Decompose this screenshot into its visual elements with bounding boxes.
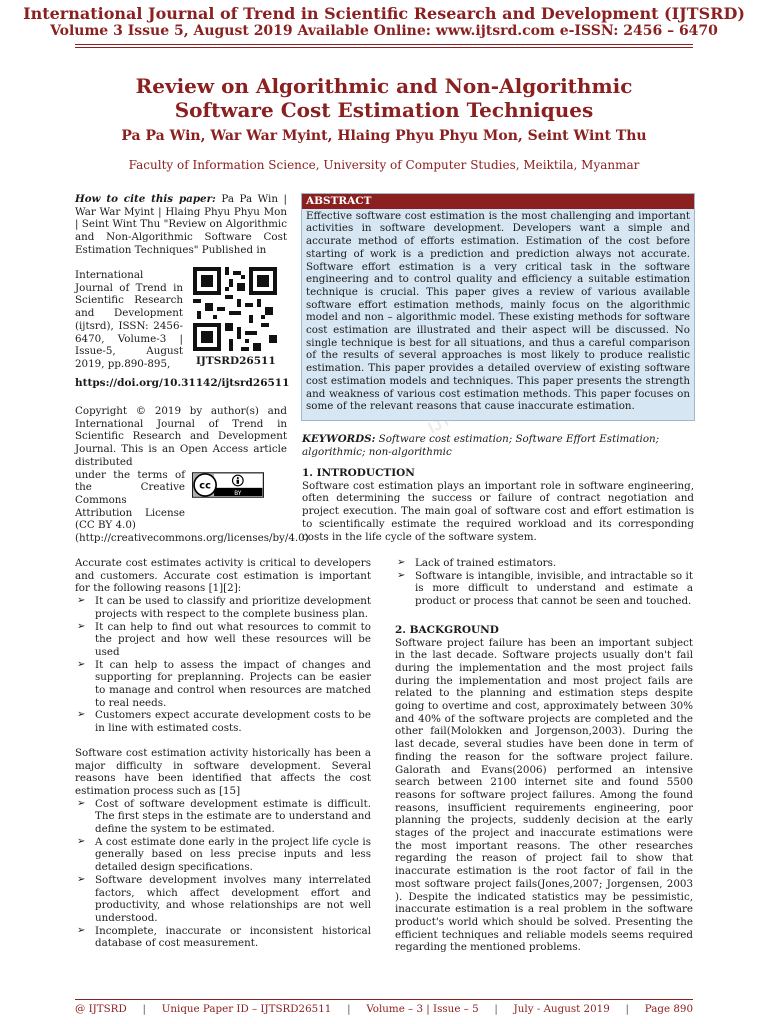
paper-id-label: IJTSRD26511 (196, 355, 276, 367)
header-rule-top (75, 44, 693, 45)
list-item: ➢ It can be used to classify and prioritize development projects with respect to the complete business plan. (75, 595, 371, 620)
keywords (302, 433, 694, 458)
reasons-list (75, 595, 371, 735)
list-item: ➢ Cost of software development estimate is difficult. The first steps in the estimate are to understand and define the system to be estimated. (75, 798, 371, 836)
paper-title (0, 74, 768, 122)
affiliation: Faculty of Information Science, University of Computer Studies, Meiktila, Myanmar (128, 158, 640, 172)
copyright-text-1: Copyright © 2019 by author(s) and International Journal of Trend in Scientific Research and Development Journal. This is an Open Access article distributed (75, 405, 287, 468)
introduction-section (302, 467, 694, 543)
abstract-box (301, 193, 695, 421)
list-item: ➢ It can help to find out what resources to commit to the project and how well these resources will be used (75, 621, 371, 659)
cite-block (75, 193, 290, 389)
keywords-label: KEYWORDS: (302, 433, 376, 445)
cite-details: International Journal of Trend in Scientific Research and Development (ijtsrd), ISSN: 2456-6470, Volume-3 | Issue-5, August 2019, pp.890-895, (75, 269, 183, 370)
keywords-text: Software cost estimation; Software Effort Estimation; algorithmic; non-algorithmic (302, 433, 660, 458)
list-item: ➢ Incomplete, inaccurate or inconsistent historical database of cost measurement. (75, 925, 371, 950)
footer-paper-id: Unique Paper ID – IJTSRD26511 (161, 1003, 332, 1015)
copyright-text-2: under the terms of the Creative Commons Attribution License (CC BY 4.0) (75, 468, 185, 532)
left-para-2: Software cost estimation activity historically has been a major difficulty in software development. Several reasons have been identified that affects the cost estimation process such as [15] (75, 746, 371, 797)
difficulty-list-continued (395, 557, 693, 608)
footer-journal: @ IJTSRD (75, 1003, 127, 1015)
intro-heading: 1. INTRODUCTION (302, 467, 415, 479)
list-item: ➢ Customers expect accurate development costs to be in line with estimated costs. (75, 709, 371, 734)
footer-date: July - August 2019 (513, 1003, 610, 1015)
footer-separator: | (494, 1003, 498, 1015)
intro-text: Software cost estimation plays an important role in software engineering, often determining the success or failure of contract negotiation and project execution. The main goal of software cost and effort estimation is to scientifically estimate the required workload and its corresponding costs in the life cycle of the software system. (302, 479, 694, 543)
list-item: ➢ It can help to assess the impact of changes and supporting for preplanning. Projects can be easier to manage and control when resources are matched to real needs. (75, 659, 371, 710)
left-column (75, 557, 371, 950)
svg-text:cc: cc (199, 480, 211, 492)
abstract-heading: ABSTRACT (302, 194, 694, 209)
background-heading: 2. BACKGROUND (395, 623, 499, 636)
authors: Pa Pa Win, War War Myint, Hlaing Phyu Phyu Mon, Seint Wint Thu (121, 128, 647, 144)
left-para-1: Accurate cost estimates activity is critical to developers and customers. Accurate cost estimation is important for the following reasons [1][2]: (75, 557, 371, 595)
footer-rule (75, 999, 693, 1000)
footer-volume: Volume – 3 | Issue – 5 (366, 1003, 479, 1015)
header-rule-bottom (75, 47, 693, 48)
cite-intro (75, 193, 287, 257)
footer-separator: | (625, 1003, 630, 1015)
footer-page: Page 890 (644, 1003, 693, 1015)
cite-intro-text: Pa Pa Win | War War Myint | Hlaing Phyu Phyu Mon | Seint Wint Thu "Review on Algorithmic and Non-Algorithmic Software Cost Estimation Techniques" Published in (75, 193, 287, 256)
list-item: ➢ A cost estimate done early in the project life cycle is generally based on less precise inputs and less detailed design specifications. (75, 836, 371, 874)
copyright-license-url[interactable]: (http://creativecommons.org/licenses/by/4.0) (75, 532, 309, 545)
list-item: ➢ Software is intangible, invisible, and intractable so it is more difficult to understand and estimate a product or process that cannot be seen and touched. (395, 570, 693, 608)
journal-header: International Journal of Trend in Scientific Research and Development (IJTSRD) (23, 4, 745, 23)
title-line-2: Software Cost Estimation Techniques (174, 98, 594, 122)
issue-line: Volume 3 Issue 5, August 2019 Available Online: www.ijtsrd.com e-ISSN: 2456 – 6470 (50, 23, 718, 39)
footer-separator: | (142, 1003, 146, 1015)
title-line-1: Review on Algorithmic and Non-Algorithmic (135, 74, 633, 98)
background-text: Software project failure has been an important subject in the last decade. Software projects usually don't fail during the implementation and the most project fails during the implementation and most project fails are related to the planning and estimation steps despite going to overtime and cost, approximately between 30% and 40% of the software projects are completed and the other fail(Molokken and Jorgenson,2003). During the last decade, several studies have been done in term of finding the reason for the software project failure. Galorath and Evans(2006) performed an intensive search between 2100 internet site and found 5500 reasons for software project failures. Among the found reasons, insufficient requirements engineering, poor planning the projects, suddenly decision at the early stages of the project and inaccurate estimations were the most important reasons. The other researches regarding the reason of project fail to show that inaccurate estimation is the root factor of fail in the most software project fails(Jones,2007; Jorgensen, 2003 ). Despite the indicated statistics may be pessimistic, inaccurate estimation is a real problem in the software product's world which should be solved. Presenting the efficient techniques and reliable models seems required regarding the mentioned problems. (395, 636, 693, 954)
list-item: ➢ Software development involves many interrelated factors, which affect development effort and productivity, and whose relationships are not well understood. (75, 874, 371, 925)
footer (75, 1003, 693, 1015)
right-column (395, 557, 693, 954)
cite-label: How to cite this paper: (75, 193, 216, 205)
footer-separator: | (347, 1003, 351, 1015)
difficulty-list (75, 798, 371, 950)
qr-code-icon (193, 267, 277, 351)
doi-link[interactable]: https://doi.org/10.31142/ijtsrd26511 (75, 377, 290, 389)
list-item: ➢ Lack of trained estimators. (395, 557, 693, 570)
abstract-text: Effective software cost estimation is the most challenging and important activities in software development. Developers want a simple and accurate method of efforts estimation. Estimation of the cost before starting of work is a prediction and prediction always not accurate. Software effort estimation is a very critical task in the software engineering and to control quality and efficiency a suitable estimation technique is crucial. This paper gives a review of various available software effort estimation methods, mainly focus on the algorithmic model and non – algorithmic model. These existing methods for software cost estimation are illustrated and their aspect will be discussed. No single technique is best for all situations, and thus a careful comparison of the results of several approaches is most likely to produce realistic estimation. This paper provides a detailed overview of existing software cost estimation models and techniques. This paper presents the strength and weakness of various cost estimation methods. This paper focuses on some of the relevant reasons that cause inaccurate estimation. (306, 209, 690, 413)
cc-by-license-icon (192, 470, 264, 500)
cc-by-text: BY (234, 490, 242, 497)
